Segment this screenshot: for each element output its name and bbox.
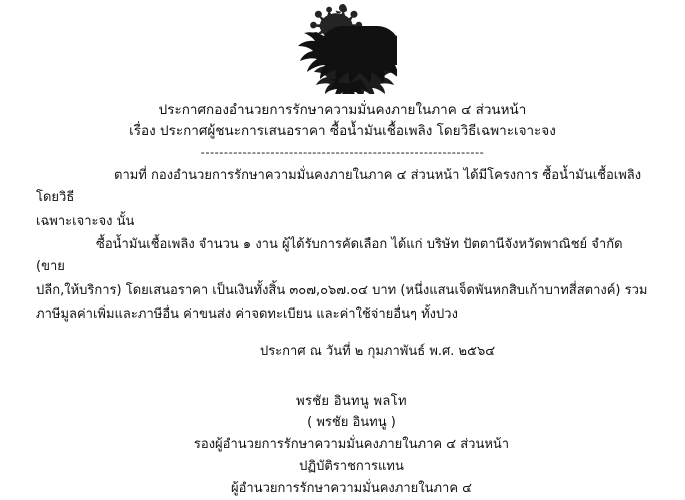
signature-block <box>0 391 685 500</box>
body-paragraph-line <box>36 211 649 233</box>
document-header <box>0 100 685 142</box>
dashed-divider: ------------------------------------------------------------- <box>200 144 485 159</box>
body-paragraph-line <box>36 234 649 278</box>
body-text: ซื้อน้ำมันเชื้อเพลิง จำนวน ๑ งาน ผู้ได้รับการคัดเลือก ได้แก่ บริษัท ปัตตานีจังหวัดพาณิชย์ จำกัด (ขาย <box>36 237 623 275</box>
body-paragraph-line <box>36 304 649 326</box>
signer-name-parenthetical: ( พรชัย อินทนู ) <box>307 415 396 431</box>
announcement-title-line-1: ประกาศกองอำนวยการรักษาความมั่นคงภายในภาค ๔ ส่วนหน้า <box>158 102 527 118</box>
announcement-date: ประกาศ ณ วันที่ ๒ กุมภาพันธ์ พ.ศ. ๒๕๖๔ <box>259 343 496 359</box>
announcement-subject-line: เรื่อง ประกาศผู้ชนะการเสนอราคา ซื้อน้ำมันเชื้อเพลิง โดยวิธีเฉพาะเจาะจง <box>129 122 556 139</box>
body-text: ตามที่ กองอำนวยการรักษาความมั่นคงภายในภาค ๔ ส่วนหน้า ได้มีโครงการ ซื้อน้ำมันเชื้อเพลิง โดยวิธี <box>36 167 642 205</box>
body-text: เฉพาะเจาะจง นั้น <box>36 213 135 229</box>
emblem-container <box>0 0 685 94</box>
signer-position-line-1: รองผู้อำนวยการรักษาความมั่นคงภายในภาค ๔ ส่วนหน้า <box>193 437 510 453</box>
body-paragraph-line <box>36 280 649 302</box>
signer-position-line-3: ผู้อำนวยการรักษาความมั่นคงภายในภาค ๔ <box>230 480 473 496</box>
body-text: ปลีก,ให้บริการ) โดยเสนอราคา เป็นเงินทั้งสิ้น ๓๐๗,๐๖๗.๐๔ บาท (หนึ่งแสนเจ็ดพันหกสิบเก้าบาทสี่สตางค์) รวม <box>36 282 648 298</box>
body-paragraph-line <box>36 165 649 209</box>
body-text: ภาษีมูลค่าเพิ่มและภาษีอื่น ค่าขนส่ง ค่าจดทะเบียน และค่าใช้จ่ายอื่นๆ ทั้งปวง <box>36 306 458 322</box>
document-body <box>36 165 649 326</box>
signer-signature: พรชัย อินทนู พลโท <box>296 393 407 409</box>
garuda-emblem-icon <box>289 2 397 94</box>
signer-position-line-2: ปฏิบัติราชการแทน <box>299 459 404 475</box>
